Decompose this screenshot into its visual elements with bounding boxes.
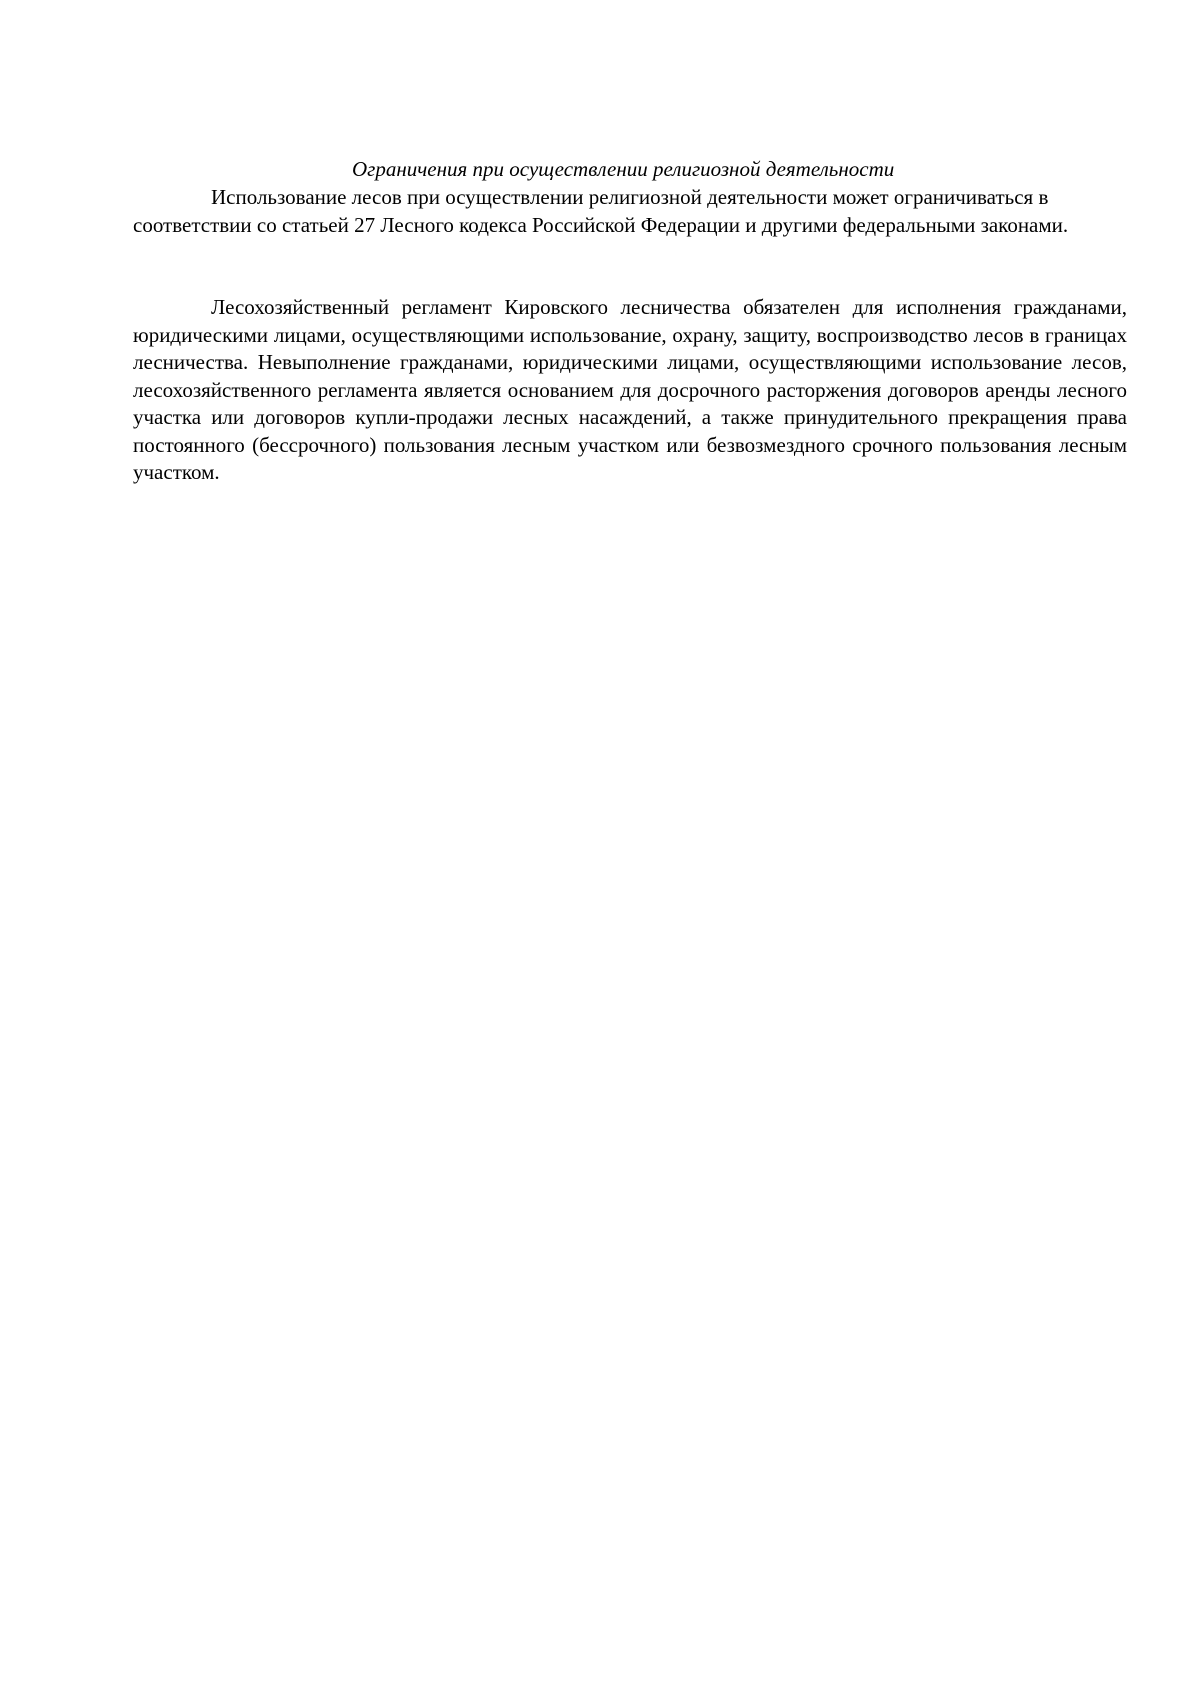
paragraph-religious-activity-restriction: Использование лесов при осуществлении религиозной деятельности может ограничиваться в соответствии со статьей 27 Лесного кодекса Российской Федерации и другими федеральными законами. — [133, 185, 1069, 237]
section-heading: Ограничения при осуществлении религиозной деятельности — [352, 157, 895, 181]
paragraph-forestry-regulation: Лесохозяйственный регламент Кировского лесничества обязателен для исполнения гражданами, юридическими лицами, осуществляющими использование, охрану, защиту, воспроизводство лесов в границах лесничества. Невыполнение гражданами, юридическими лицами, осуществляющими использование лесов, лесохозяйственного регламента является основанием для досрочного расторжения договоров аренды лесного участка или договоров купли-продажи лесных насаждений, а также принудительного прекращения права постоянного (бессрочного) пользования лесным участком или безвозмездного срочного пользования лесным участком. — [133, 295, 1127, 484]
